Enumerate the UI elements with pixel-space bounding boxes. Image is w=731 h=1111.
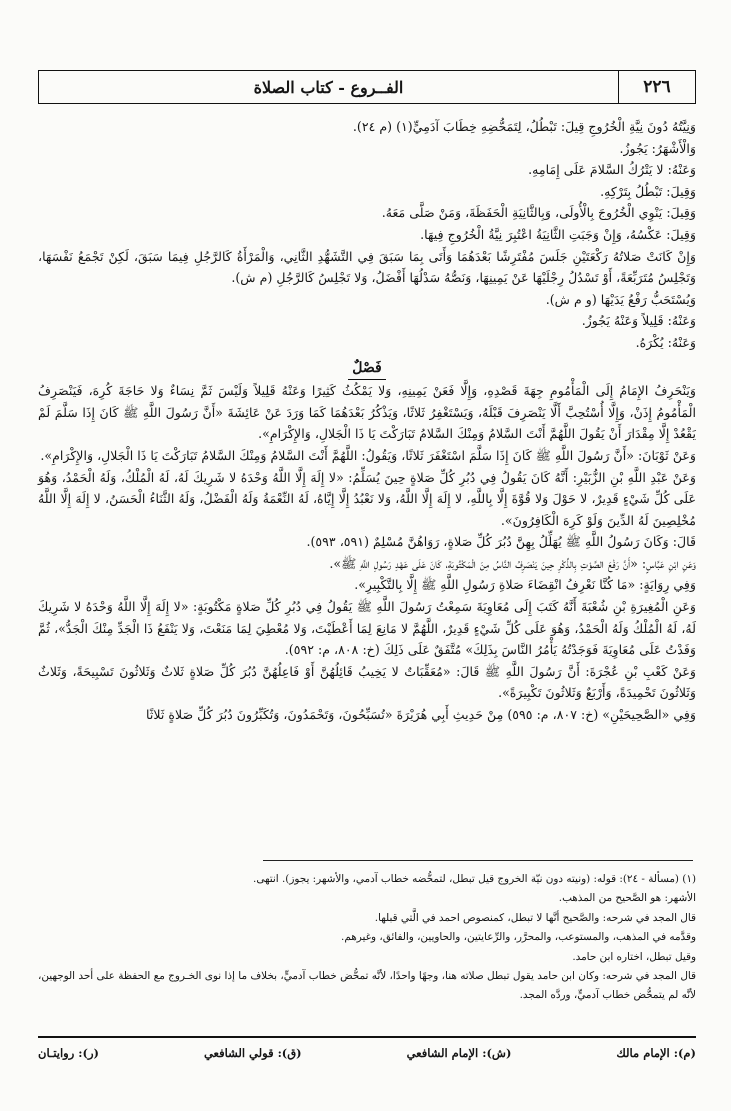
footnote-line: الأشهر: هو الصَّحيح من المذهب.	[558, 892, 696, 905]
legend-rule	[38, 1036, 696, 1038]
paragraph: وَيُسْتَحَبُّ رَفْعُ يَدَيْهَا (و م ش).	[545, 291, 696, 307]
paragraph: وَنِيَّتُهُ دُونَ نِيَّةِ الْخُرُوجِ قِيلَ: تَبْطُلُ، لِتَمَحُّضِهِ خِطَابَ آدَمِيٍّ(١) (م ٢٤).	[352, 119, 696, 134]
footnote-line: وقيل تبطل، اختاره ابن حامد.	[572, 950, 696, 963]
section-heading-text: فَصْلٌ	[348, 358, 385, 381]
paragraph: وَعَنْهُ: لا يَتْرُكُ السَّلامَ عَلَى إِمَامِهِ.	[528, 162, 696, 178]
paragraph: وَعَنْهُ: يُكْرَهُ.	[635, 334, 696, 350]
abbreviation-legend	[38, 1042, 696, 1064]
paragraph: وَإِنْ كَانَتْ صَلاتُهُ رَكْعَتَيْنِ جَلَسَ مُفْتَرِشًا بَعْدَهُمَا وَأَتَى بِمَا سَبَقَ فِي التَّشَهُّدِ الثَّانِي، وَالْمَرْأَةُ كَالرَّجُلِ فِيمَا سَبَقَ، لَكِنْ تَجْمَعُ نَفْسَهَا، وَتَجْلِسُ مُتَرَبِّعَةً، أَوْ تَسْدُلُ رِجْلَيْهَا عَنْ يَمِينِهَا، وَنَصُّهُ سَدْلُهَا أَفْضَلُ، وَلا تَجْلِسُ كَالرَّجُلِ (م ش).	[38, 248, 696, 286]
paragraph: قَالَ: وَكَانَ رَسُولُ اللَّهِ ﷺ يُهَلِّلُ بِهِنَّ دُبُرَ كُلِّ صَلاةٍ، رَوَاهُنَّ مُسْلِمٌ (٥٩١، ٥٩٣).	[306, 534, 696, 550]
legend-item: (ش): الإمام الشافعي	[406, 1046, 512, 1060]
main-text	[38, 116, 696, 726]
footnote-line: (١) (مسألة - ٢٤): قوله: (ونيته دون نيّة الخروج قيل تبطل، لتمحُّضه خطاب آدمي، والأشهر: يجوز). انتهى.	[253, 873, 696, 885]
paragraph: وَالْأَشْهَرُ: يَجُوزُ.	[619, 140, 696, 156]
paragraph: وَيَنْحَرِفُ الإِمَامُ إِلَى الْمَأْمُومِ جِهَةَ قَصْدِهِ، وَإِلَّا فَعَنْ يَمِينِهِ، وَلا يَمْكُثُ كَثِيرًا وَعَنْهُ قَلِيلاً وَلَيْسَ ثَمَّ نِسَاءٌ وَلا حَاجَةَ كُرِهَ، فَيَنْصَرِفُ الْمَأْمُومُ إِذَنْ، وَإِلَّا أُسْتُحِبَّ أَلَّا يَنْصَرِفَ قَبْلَهُ، وَيَسْتَغْفِرُ ثَلاثًا، وَيَذْكُرُ بَعْدَهُمَا كَمَا وَرَدَ عَنْ عَائِشَةَ «أَنَّ رَسُولَ اللَّهِ ﷺ كَانَ إِذَا سَلَّمَ لَمْ يَقْعُدْ إِلَّا مِقْدَارَ أَنْ يَقُولَ اللَّهُمَّ أَنْتَ السَّلامُ وَمِنْكَ السَّلامُ تَبَارَكْتَ يَا ذَا الْجَلالِ، وَالإِكْرَامِ».	[38, 383, 696, 442]
footnotes	[38, 870, 696, 1006]
paragraph: وَعَنْ كَعْبِ بْنِ عُجْرَةَ: أَنَّ رَسُولَ اللَّهِ ﷺ قَالَ: «مُعَقِّبَاتٌ لا يَخِيبُ قَائِلُهُنَّ أَوْ فَاعِلُهُنَّ دُبُرَ كُلِّ صَلاةٍ ثَلاثٌ وَثَلاثُونَ تَسْبِيحَةً، وَثَلاثٌ وَثَلاثُونَ تَحْمِيدَةً، وَأَرْبَعٌ وَثَلاثُونَ تَكْبِيرَةً».	[38, 663, 696, 701]
section-heading	[38, 358, 696, 381]
paragraph: وَعَنْ عَبْدِ اللَّهِ بْنِ الزُّبَيْرِ: أَنَّهُ كَانَ يَقُولُ فِي دُبُرِ كُلِّ صَلاةٍ حِينَ يُسَلِّمُ: «لا إِلَهَ إِلَّا اللَّهُ وَحْدَهُ لا شَرِيكَ لَهُ، لَهُ الْمُلْكُ، وَلَهُ الْحَمْدُ، وَهُوَ عَلَى كُلِّ شَيْءٍ قَدِيرٌ، لا حَوْلَ وَلا قُوَّةَ إِلَّا بِاللَّهِ، لا إِلَهَ إِلَّا اللَّهُ، وَلا نَعْبُدُ إِلَّا إِيَّاهُ، لَهُ النِّعْمَةُ وَلَهُ الْفَضْلُ، وَلَهُ الثَّنَاءُ الْحَسَنُ، لا إِلَهَ إِلَّا اللَّهُ مُخْلِصِينَ لَهُ الدِّينَ وَلَوْ كَرِهَ الْكَافِرُونَ».	[38, 469, 696, 528]
paragraph: وَقِيلَ: عَكْسُهُ، وَإِنْ وَجَبَتِ الثَّانِيَةُ اعْتُبِرَ نِيَّةُ الْخُرُوجِ فِيهَا.	[420, 226, 696, 242]
footnote-separator	[263, 860, 693, 861]
footnote-line: قال المجد في شرحه: وكان ابن حامد يقول تبطل صلاته هنا، وجهًا واحدًا، لأنَّه تمحُّض خطاب آدميٍّ، بخلاف ما إذا نوى الخـروج مع الحفظة على أحد الوجهين، لأنَّه لم يتمحُّض خطاب آدميٍّ، وردَّه المجد.	[38, 970, 696, 1002]
legend-item: (ر): روايتـان	[38, 1046, 99, 1060]
paragraph: وَعَنْهُ: قَلِيلاً وَعَنْهُ يَجُوزُ.	[581, 313, 696, 329]
footnote-line: وقدَّمه في المذهب، والمستوعب، والمحرَّر، والرِّعايتين، والحاويين، والفائق، وغيرهم.	[341, 931, 696, 944]
running-title: الفــروع - كتاب الصلاة	[253, 77, 404, 97]
paragraph: وَقِيلَ: تَبْطُلُ بِتَرْكِهِ.	[600, 183, 696, 199]
paragraph: وَفِي «الصَّحِيحَيْنِ» (خ: ٨٠٧، م: ٥٩٥) مِنْ حَدِيثِ أَبِي هُرَيْرَةَ «تُسَبِّحُونَ، وَتَحْمَدُونَ، وَتُكَبِّرُونَ دُبُرَ كُلِّ صَلاةٍ ثَلاثًا	[145, 707, 696, 723]
paragraph: وَقِيلَ: يَنْوِي الْخُرُوجَ بِالْأُولَى، وَبِالثَّانِيَةِ الْحَفَظَةَ، وَمَنْ صَلَّى مَعَهُ.	[381, 205, 696, 221]
legend-item: (م): الإمام مالك	[616, 1046, 696, 1060]
footnote-line: قال المجد في شرحه: والصَّحيح أنَّها لا تبطل، كمنصوص احمد في الَّتي قبلها.	[374, 911, 696, 924]
paragraph: وَفِي رِوَايَةٍ: «مَا كُنَّا نَعْرِفُ انْقِضَاءَ صَلاةِ رَسُولِ اللَّهِ ﷺ إِلَّا بِالتَّكْبِيرِ».	[354, 577, 696, 593]
paragraph: وَعَنِ ابْنِ عَبَّاسٍ: «أَنَّ رَفْعَ الصَّوْتِ بِالذِّكْرِ حِينَ يَنْصَرِفُ النَّاسُ مِنَ الْمَكْتُوبَةِ، كَانَ عَلَى عَهْدِ رَسُولِ اللَّهِ ﷺ».	[329, 555, 696, 571]
paragraph: وَعَنْ ثَوْبَانَ: «أَنَّ رَسُولَ اللَّهِ ﷺ كَانَ إِذَا سَلَّمَ اسْتَغْفَرَ ثَلاثًا، وَيَقُولُ: اللَّهُمَّ أَنْتَ السَّلامُ وَمِنْكَ السَّلامُ تَبَارَكْتَ يَا ذَا الْجَلالِ، وَالإِكْرَامِ».	[40, 447, 696, 463]
page-header	[38, 70, 696, 104]
legend-item: (ق): قولي الشافعي	[203, 1046, 302, 1060]
page-number: ٢٢٦	[643, 77, 671, 97]
paragraph: وَعَنِ الْمُغِيرَةِ بْنِ شُعْبَةَ أَنَّهُ كَتَبَ إِلَى مُعَاوِيَةَ سَمِعْتُ رَسُولَ اللَّهِ ﷺ يَقُولُ فِي دُبُرِ كُلِّ صَلاةٍ مَكْتُوبَةٍ: «لا إِلَهَ إِلَّا اللَّهُ وَحْدَهُ لا شَرِيكَ لَهُ، لَهُ الْمُلْكُ وَلَهُ الْحَمْدُ، وَهُوَ عَلَى كُلِّ شَيْءٍ قَدِيرٌ، اللَّهُمَّ لا مَانِعَ لِمَا أَعْطَيْتَ، وَلا مُعْطِيَ لِمَا مَنَعْتَ، وَلا يَنْفَعُ ذَا الْجَدِّ مِنْكَ الْجَدُّ»، ثُمَّ وَفَدْتُ عَلَى مُعَاوِيَةَ فَوَجَدْتُهُ يَأْمُرُ النَّاسَ بِذَلِكَ» مُتَّفَقٌ عَلَى ذَلِكَ (خ: ٨٠٨، م: ٥٩٢).	[38, 599, 696, 658]
